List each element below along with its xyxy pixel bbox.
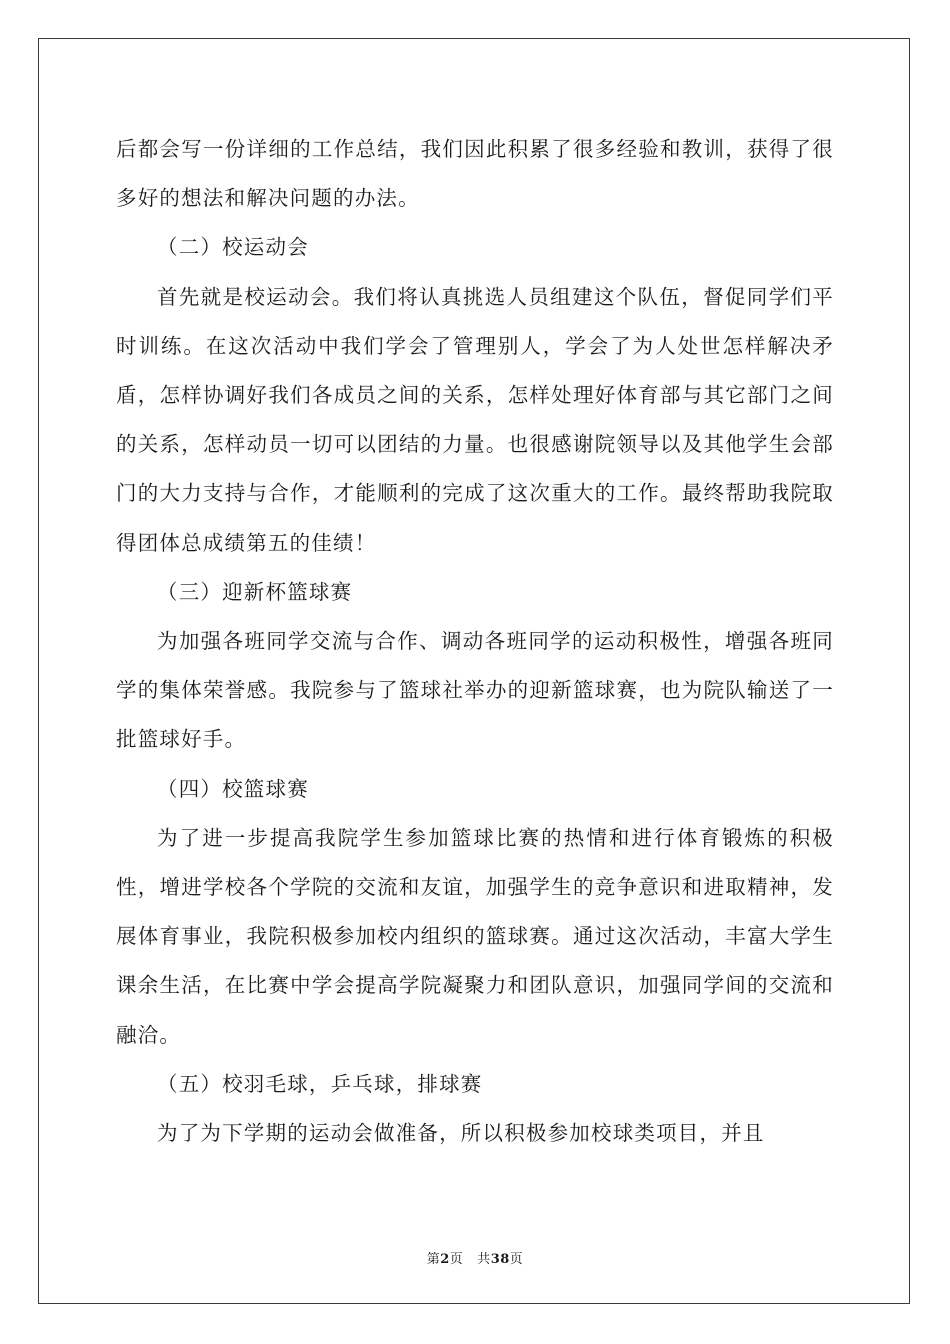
paragraph-continued: 后都会写一份详细的工作总结，我们因此积累了很多经验和教训，获得了很多好的想法和解决问题的办法。: [116, 137, 834, 211]
paragraph: 首先就是校运动会。我们将认真挑选人员组建这个队伍，督促同学们平时训练。在这次活动中我们学会了管理别人，学会了为人处世怎样解决矛盾，怎样协调好我们各成员之间的关系，怎样处理好体育部与其它部门之间的关系，怎样动员一切可以团结的力量。也很感谢院领导以及其他学生会部门的大力支持与合作，才能顺利的完成了这次重大的工作。最终帮助我院取得团体总成绩第五的佳绩！: [116, 284, 834, 555]
footer-total-suffix: 页: [509, 1252, 524, 1267]
footer-page-suffix: 页: [449, 1252, 464, 1267]
paragraph: 为了进一步提高我院学生参加篮球比赛的热情和进行体育锻炼的积极性，增进学校各个学院的交流和友谊，加强学生的竞争意识和进取精神，发展体育事业，我院积极参加校内组织的篮球赛。通过这次活动，丰富大学生课余生活，在比赛中学会提高学院凝聚力和团队意识，加强同学间的交流和融洽。: [116, 825, 834, 1047]
page-footer: [0, 1248, 950, 1267]
paragraph: 为加强各班同学交流与合作、调动各班同学的运动积极性，增强各班同学的集体荣誉感。我院参与了篮球社举办的迎新篮球赛，也为院队输送了一批篮球好手。: [116, 629, 834, 752]
paragraph: 为了为下学期的运动会做准备，所以积极参加校球类项目，并且: [157, 1121, 765, 1146]
section-heading-4: （四）校篮球赛: [157, 776, 309, 801]
footer-total-prefix: 共: [477, 1252, 491, 1267]
section-heading-2: （二）校运动会: [157, 235, 309, 260]
footer-prefix: 第: [426, 1252, 441, 1267]
total-page-count: 38: [490, 1252, 510, 1267]
section-heading-3: （三）迎新杯篮球赛: [157, 579, 353, 604]
current-page-number: 2: [440, 1252, 450, 1267]
document-body: [116, 125, 834, 1158]
section-heading-5: （五）校羽毛球，乒乓球，排球赛: [157, 1071, 483, 1096]
